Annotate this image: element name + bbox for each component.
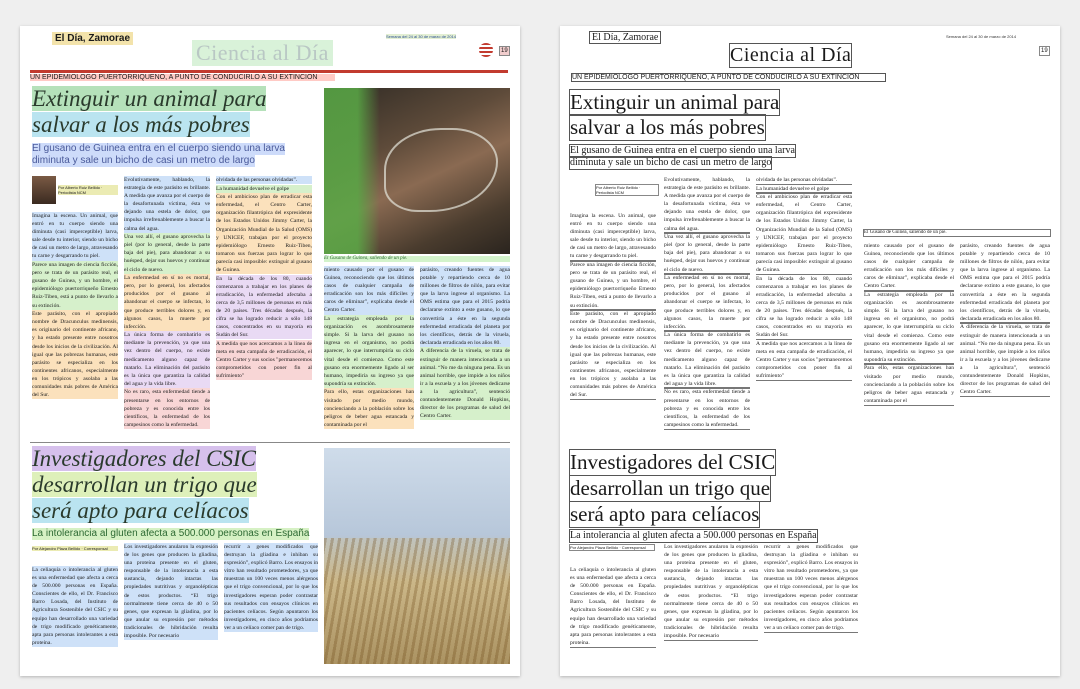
story1-kicker: UN EPIDEMIÓLOGO PUERTORRIQUEÑO, A PUNTO DE CONDUCIRLO A SU EXTINCIÓN: [30, 74, 335, 81]
paragraph: recurrir a genes modificados que destruyan la gliadina e inhiban su expresión”, explicó Barro. Los ensayos in vitro han resultado prometedores, ya que muestran un 100 veces menos alérgenos que el trigo convencional, por lo que los investigadores esperan poder contrastar sus resultados con ensayos clínicos en pacientes celíacos. Según apuntaron los investigadores, en cinco años podríamos ver a un celíaco comer pan de trigo.: [764, 544, 858, 631]
story1-headline-line1: Extinguir un animal para: [570, 90, 780, 114]
paragraph: Los investigadores anularon la expresión de los genes que producen la gliadina, una proteína presente en el gluten, responsable de la intolerancia a esta sustancia, dejando intactas las propiedades nutritivas y organolépticas de estos productos. “El trigo normalmente tiene cerca de 40 o 50 genes, que expresan la gliadina, por lo que anular su expresión por métodos tradicionales de hibridación resulta imposible. Por necesario: [664, 544, 758, 640]
story1-headline-line2: salvar a los más pobres: [32, 112, 250, 137]
paragraph: Este parásito, con el apropiado nombre de Dracunculus medinensis, es originario del continente africano, y ha estado presente entre nosotros desde los inicios de la civilización. Al igual que las pobrezas humanas, este parásito se especializa en los continentes africanos, especialmente en los trópicos y asolaba a las comunidades más pobres de América del Sur.: [570, 311, 656, 399]
paragraph: Una vez allí, el gusano aprovecha la piel (por lo general, desde la parte baja del pie), para abandonar a su huésped, dejar sus huevos y continuar el ciclo de nuevo.: [124, 234, 210, 273]
paragraph: Parece una imagen de ciencia ficción, pero se trata de un parásito real, el gusano de Guinea, y un hombre, el epidemiólogo puertorriqueño Ernesto Ruiz-Tiben, está a punto de llevarlo a su extinción.: [32, 262, 118, 309]
story1-column-1: [32, 212, 118, 438]
page-date: Semana del 24 al 30 de marzo de 2014: [386, 34, 457, 39]
paragraph: En la década de los 80, cuando comenzaron a trabajar en los planes de erradicación, la enfermedad afectaba a cerca de 3,5 millones de personas en más de 20 países. Tres décadas después, la cifra se ha logrado reducir a sólo 148 casos, concentrados en su mayoría en Sudán del Sur.: [216, 275, 312, 339]
story1-kicker: UN EPIDEMIÓLOGO PUERTORRIQUEÑO, A PUNTO DE CONDUCIRLO A SU EXTINCIÓN: [572, 74, 885, 81]
story2-column-3: [224, 543, 318, 666]
page-number: 19: [501, 48, 508, 54]
photo-caption: El Gusano de Guinea, saliendo de un pie.: [324, 256, 510, 262]
story1-subhead-line2: diminuta y sale un bicho de casi un metro de largo: [32, 155, 255, 166]
paragraph: Para ello, estas organizaciones han visitado por medio mundo, concienciando a la población sobre los peligros de beber agua estancada y contaminada por el: [324, 389, 414, 428]
layout-boxes-page: [560, 26, 1060, 676]
paragraph: Para ello, estas organizaciones han visitado por medio mundo, concienciando a la población sobre los peligros de beber agua estancada y contaminada por el: [864, 365, 954, 404]
paragraph: A diferencia de la viruela, se trata de extinguir de manera intencionada a un animal. “No me da ninguna pena. Es un animal horrible, que impide a los niños ir a la escuela y a los jóvenes dedicarse a la agricultura”, sentenció contundentemente Donald Hopkins, director de los programas de salud del Centro Carter.: [420, 348, 510, 420]
paragraph: La celiaquía o intolerancia al gluten es una enfermedad que afecta a cerca de 500.000 personas en España. Conscientes de ello, el Dr. Francisco Barro Losada, del Instituto de Agricultura Sostenible del CSIC y su equipo han desarrollado una variedad de trigo modificado genéticamente, apta para personas intolerantes a esta proteína.: [32, 567, 118, 646]
paragraph: Con el ambicioso plan de erradicar esta enfermedad, el Centro Carter, organización filantrópica del expresidente de los Estados Unidos Jimmy Carter, la Organización Mundial de la Salud (OMS) y UNICEF, trabajan por el proyecto epidemiólogo Ernesto Ruiz-Tiben, tomaron sus fuerzas para lograr lo que parecía casi imposible: extinguir al gusano de Guinea.: [216, 194, 312, 274]
paragraph: Imagina la escena. Un animal, que entró en tu cuerpo siendo una diminuta (casi imperceptible) larva, sale desde tu interior, siendo un bicho de casi un metro de largo, atravesando tu carne y desgarrando tu piel.: [570, 213, 656, 260]
paragraph: A medida que nos acercamos a la línea de meta en esta campaña de erradicación, el Centro Carter y sus socios "permanecemos comprometidos con poner fin al sufrimiento": [216, 340, 312, 380]
story2-column-2: [664, 543, 758, 666]
paragraph: A diferencia de la viruela, se trata de extinguir de manera intencionada a un animal. “No me da ninguna pena. Es un animal horrible, que impide a los niños ir a la escuela y a los jóvenes dedicarse a la agricultura”, sentenció contundentemente Donald Hopkins, director de los programas de salud del Centro Carter.: [960, 324, 1050, 396]
story2-headline-line2: desarrollan un trigo que: [570, 476, 771, 500]
paragraph: Este parásito, con el apropiado nombre de Dracunculus medinensis, es originario del continente africano, y ha estado presente entre nosotros desde los inicios de la civilización. Al igual que las pobrezas humanas, este parásito se especializa en los continentes africanos, especialmente en los trópicos y asolaba a las comunidades más pobres de América del Sur.: [32, 311, 118, 399]
story1-subhead-line1: El gusano de Guinea entra en el cuerpo siendo una larva: [570, 145, 795, 156]
section-title: Ciencia al Día: [730, 44, 852, 66]
newspaper-name: El Día, Zamorae: [592, 32, 659, 43]
photo-caption: El Gusano de Guinea, saliendo de un pie.: [864, 230, 1050, 236]
story1-byline: Por Alberto Ruiz Bellido · Periodista NCM: [596, 185, 658, 195]
paragraph: No es raro, esta enfermedad tiende a presentarse en los entornos de pobreza y es conocida entre los científicos, la enfermedad de los campesinos como la enfermedad.: [124, 389, 210, 428]
story2-headline-line2: desarrollan un trigo que: [32, 472, 257, 497]
paragraph: A medida que nos acercamos a la línea de meta en esta campaña de erradicación, el Centro Carter y sus socios "permanecemos comprometidos con poner fin al sufrimiento": [756, 340, 852, 380]
paragraph: olvidada de las personas olvidadas”.: [756, 176, 852, 184]
story2-headline-line3: será apto para celíacos: [32, 498, 249, 523]
author-photo: [32, 176, 56, 204]
paragraph: La humanidad devuelve el golpe: [756, 185, 852, 193]
annotated-page: [20, 26, 520, 676]
story2-subhead: La intolerancia al gluten afecta a 500.000 personas en España: [570, 530, 817, 541]
story1-column-4: [864, 242, 954, 438]
story1-headline-line2: salvar a los más pobres: [570, 115, 765, 139]
paragraph: Con el ambicioso plan de erradicar esta enfermedad, el Centro Carter, organización filantrópica del expresidente de los Estados Unidos Jimmy Carter, la Organización Mundial de la Salud (OMS) y UNICEF, trabajan por el proyecto epidemiólogo Ernesto Ruiz-Tiben, tomaron sus fuerzas para lograr lo que parecía casi imposible: extinguir al gusano de Guinea.: [756, 194, 852, 274]
paragraph: No es raro, esta enfermedad tiende a presentarse en los entornos de pobreza y es conocida entre los científicos, la enfermedad de los campesinos como la enfermedad.: [664, 389, 750, 428]
flag-icon: [479, 43, 493, 57]
story1-column-5: [960, 242, 1050, 438]
guinea-worm-photo: [324, 88, 510, 254]
newspaper-name: El Día, Zamorae: [52, 32, 133, 45]
story2-byline: Por Alejandro Plaza Bellido · Corresponsal: [32, 546, 118, 551]
header-rule: [30, 70, 508, 73]
story2-column-1: [570, 566, 656, 666]
story-divider: [30, 442, 510, 443]
paragraph: miento causado por el gusano de Guinea, reconociendo que los últimos casos de cualquier campaña de erradicación son los más difíciles y caros de eliminar”, explicaba desde el Centro Carter.: [864, 243, 954, 290]
paragraph: La enfermedad en sí no es mortal, pero, por lo general, los afectados producidos por el gusano al abandonar el cuerpo se infectan, lo que produce terribles dolores y, en algunos casos, la muerte por infección.: [664, 275, 750, 330]
story2-byline: Por Alejandro Plaza Bellido · Corresponsal: [570, 545, 654, 550]
story1-column-5: [420, 266, 510, 438]
story2-subhead: La intolerancia al gluten afecta a 500.000 personas en España: [32, 528, 310, 539]
story2-headline-line1: Investigadores del CSIC: [570, 450, 776, 474]
story1-column-2: [664, 176, 750, 438]
story1-column-1: [570, 212, 656, 438]
paragraph: parásito, creando fuentes de agua potable y repartiendo cerca de 10 millones de filtros de nilón, para evitar que la larva ingrese al organismo. La OMS estima que para el 2015 podría declararse extinto a este gusano, lo que convertiría a éste en la segunda enfermedad erradicada del planeta por los científicos, detrás de la viruela, declarada erradicada en los años 80.: [420, 267, 510, 346]
story1-headline-line1: Extinguir un animal para: [32, 86, 267, 111]
paragraph: La única forma de combatirlo es mediante la prevención, ya que una vez dentro del cuerpo, no existe medicamento alguno capaz de matarlo. La eliminación del parásito es la única que garantiza la calidad del agua y la vida libre.: [124, 332, 210, 387]
story2-column-3: [764, 543, 858, 666]
story1-subhead-line1: El gusano de Guinea entra en el cuerpo siendo una larva: [32, 143, 285, 154]
paragraph: Imagina la escena. Un animal, que entró en tu cuerpo siendo una diminuta (casi imperceptible) larva, sale desde tu interior, siendo un bicho de casi un metro de largo, atravesando tu carne y desgarrando tu piel.: [32, 213, 118, 260]
story2-headline-line1: Investigadores del CSIC: [32, 446, 257, 471]
paragraph: Los investigadores anularon la expresión de los genes que producen la gliadina, una proteína presente en el gluten, responsable de la intolerancia a esta sustancia, dejando intactas las propiedades nutritivas y organolépticas de estos productos. “El trigo normalmente tiene cerca de 40 o 50 genes, que expresan la gliadina, por lo que anular su expresión por métodos tradicionales de hibridación resulta imposible. Por necesario: [124, 544, 218, 640]
paragraph: Evolutivamente, hablando, la estrategia de este parásito es brillante. A medida que avanza por el cuerpo de la desafortunada víctima, ésta ve dejando una estela de dolor, que impulsa irrefrenablemente a buscar la calma del agua.: [124, 177, 210, 232]
paragraph: parásito, creando fuentes de agua potable y repartiendo cerca de 10 millones de filtros de nilón, para evitar que la larva ingrese al organismo. La OMS estima que para el 2015 podría declararse extinto a este gusano, lo que convertiría a éste en la segunda enfermedad erradicada del planeta por los científicos, detrás de la viruela, declarada erradicada en los años 80.: [960, 243, 1050, 322]
story1-subhead-line2: diminuta y sale un bicho de casi un metro de largo: [570, 157, 772, 168]
story1-column-3: [216, 176, 312, 438]
paragraph: La estrategia empleada por la organización es asombrosamente simple. Si la larva del gusano no ingresa en el organismo, no podrá aparecer, lo que interrumpiría su ciclo vital desde el comienzo. Como este gusano era enormemente ligado al ser humano, impediría su ingreso ya que supondría su extinción.: [864, 292, 954, 363]
paragraph: La única forma de combatirlo es mediante la prevención, ya que una vez dentro del cuerpo, no existe medicamento alguno capaz de matarlo. La eliminación del parásito es la única que garantiza la calidad del agua y la vida libre.: [664, 332, 750, 387]
paragraph: La humanidad devuelve el golpe: [216, 185, 312, 193]
paragraph: recurrir a genes modificados que destruyan la gliadina e inhiban su expresión”, explicó Barro. Los ensayos in vitro han resultado prometedores, ya que muestran un 100 veces menos alérgenos que el trigo convencional, por lo que los investigadores esperan poder contrastar sus resultados con ensayos clínicos en pacientes celíacos. Según apuntaron los investigadores, en cinco años podríamos ver a un celíaco comer pan de trigo.: [224, 544, 318, 631]
paragraph: Parece una imagen de ciencia ficción, pero se trata de un parásito real, el gusano de Guinea, y un hombre, el epidemiólogo puertorriqueño Ernesto Ruiz-Tiben, está a punto de llevarlo a su extinción.: [570, 262, 656, 309]
story2-column-2: [124, 543, 218, 666]
paragraph: En la década de los 80, cuando comenzaron a trabajar en los planes de erradicación, la enfermedad afectaba a cerca de 3,5 millones de personas en más de 20 países. Tres décadas después, la cifra se ha logrado reducir a sólo 148 casos, concentrados en su mayoría en Sudán del Sur.: [756, 275, 852, 339]
paragraph: olvidada de las personas olvidadas”.: [216, 176, 312, 184]
story1-byline: Por Alberto Ruiz Bellido · Periodista NCM: [58, 185, 118, 195]
section-title: Ciencia al Día: [192, 40, 333, 66]
paragraph: La celiaquía o intolerancia al gluten es una enfermedad que afecta a cerca de 500.000 personas en España. Conscientes de ello, el Dr. Francisco Barro Losada, del Instituto de Agricultura Sostenible del CSIC y su equipo han desarrollado una variedad de trigo modificado genéticamente, apta para personas intolerantes a esta proteína.: [570, 567, 656, 646]
paragraph: Evolutivamente, hablando, la estrategia de este parásito es brillante. A medida que avanza por el cuerpo de la desafortunada víctima, ésta ve dejando una estela de dolor, que impulsa irrefrenablemente a buscar la calma del agua.: [664, 177, 750, 232]
story2-column-1: [32, 566, 118, 666]
story1-column-4: [324, 266, 414, 438]
page-date: Semana del 24 al 30 de marzo de 2014: [946, 34, 1017, 39]
story2-headline-line3: será apto para celíacos: [570, 502, 760, 526]
wheat-photo: [324, 448, 510, 664]
paragraph: miento causado por el gusano de Guinea, reconociendo que los últimos casos de cualquier campaña de erradicación son los más difíciles y caros de eliminar”, explicaba desde el Centro Carter.: [324, 267, 414, 314]
page-number: 19: [1041, 48, 1048, 54]
story1-column-3: [756, 176, 852, 438]
paragraph: La estrategia empleada por la organización es asombrosamente simple. Si la larva del gusano no ingresa en el organismo, no podrá aparecer, lo que interrumpiría su ciclo vital desde el comienzo. Como este gusano era enormemente ligado al ser humano, impediría su ingreso ya que supondría su extinción.: [324, 316, 414, 387]
paragraph: La enfermedad en sí no es mortal, pero, por lo general, los afectados producidos por el gusano al abandonar el cuerpo se infectan, lo que produce terribles dolores y, en algunos casos, la muerte por infección.: [124, 275, 210, 330]
paragraph: Una vez allí, el gusano aprovecha la piel (por lo general, desde la parte baja del pie), para abandonar a su huésped, dejar sus huevos y continuar el ciclo de nuevo.: [664, 234, 750, 273]
story1-column-2: [124, 176, 210, 438]
